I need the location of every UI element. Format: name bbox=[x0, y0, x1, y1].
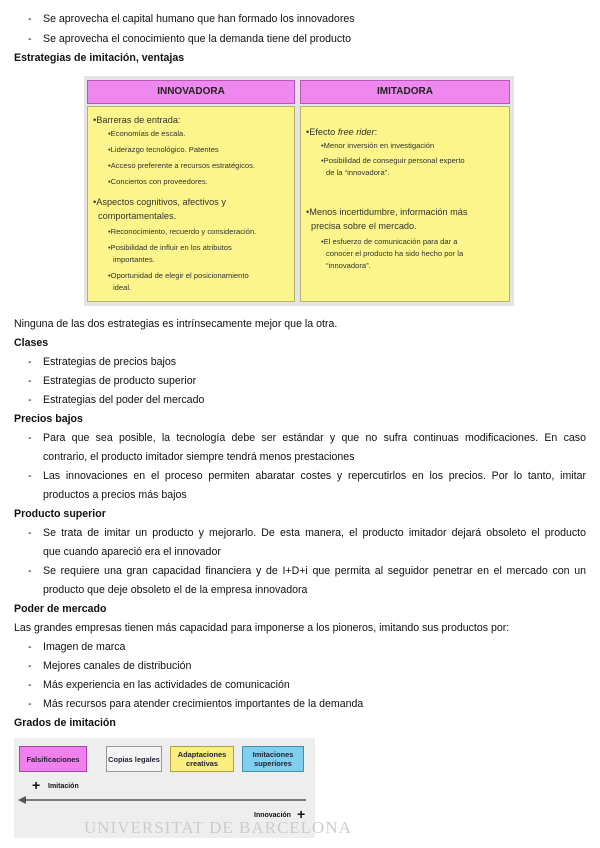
innovadora-subpoint-cont: ideal. bbox=[113, 283, 132, 292]
degree-box-copias: Copias legales bbox=[106, 746, 162, 772]
clases-item: Estrategias de precios bajos bbox=[43, 356, 177, 368]
innovadora-point-cont: comportamentales. bbox=[98, 211, 177, 221]
precios-bullet-line: contrario, el producto imitador siempre tendrá menos prestaciones bbox=[43, 451, 355, 463]
bullet-dash: - bbox=[28, 356, 32, 368]
intro-bullet-1: Se aprovecha el capital humano que han formado los innovadores bbox=[43, 13, 355, 25]
bullet-dash: - bbox=[28, 641, 32, 653]
producto-bullet-line: producto que deje obsoleto el de la empresa innovadora bbox=[43, 584, 308, 596]
bullet-dash: - bbox=[28, 13, 32, 25]
imitation-axis-arrow bbox=[14, 738, 315, 838]
imitadora-body bbox=[300, 106, 510, 302]
heading-poder: Poder de mercado bbox=[14, 603, 107, 615]
innovadora-subpoint: •Economías de escala. bbox=[108, 129, 186, 138]
innovadora-point: •Aspectos cognitivos, afectivos y bbox=[93, 197, 226, 207]
degree-box-falsificaciones: Falsificaciones bbox=[19, 746, 87, 772]
innovadora-subpoint: •Acceso preferente a recursos estratégicos. bbox=[108, 161, 256, 170]
bullet-dash: - bbox=[28, 698, 32, 710]
degree-box-adaptaciones: Adaptaciones creativas bbox=[170, 746, 234, 772]
heading-precios: Precios bajos bbox=[14, 413, 83, 425]
imitadora-subpoint-cont: de la “innovadora”. bbox=[326, 168, 390, 177]
poder-item: Más recursos para atender crecimientos importantes de la demanda bbox=[43, 698, 364, 710]
poder-intro: Las grandes empresas tienen más capacidad para imponerse a los pioneros, imitando sus productos por: bbox=[14, 622, 510, 634]
imitadora-point: •Efecto free rider: bbox=[306, 127, 378, 137]
innovacion-plus-icon: + bbox=[297, 806, 306, 822]
innovadora-header: INNOVADORA bbox=[87, 80, 295, 104]
imitadora-point: •Menos incertidumbre, información más bbox=[306, 207, 468, 217]
innovadora-subpoint: •Liderazgo tecnológico. Patentes bbox=[108, 145, 219, 154]
precios-bullet-line: Para que sea posible, la tecnología debe ser estándar y que no sufra continuas modificaciones. En caso bbox=[43, 432, 586, 444]
innovadora-body bbox=[87, 106, 295, 302]
poder-item: Imagen de marca bbox=[43, 641, 126, 653]
innovadora-subpoint: •Posibilidad de influir en los atributos bbox=[108, 243, 232, 252]
bullet-dash: - bbox=[28, 394, 32, 406]
heading-strategies: Estrategias de imitación, ventajas bbox=[14, 52, 185, 64]
no-better-line: Ninguna de las dos estrategias es intrínsecamente mejor que la otra. bbox=[14, 318, 338, 330]
imitadora-subpoint-cont: “innovadora”. bbox=[326, 261, 371, 270]
innovadora-point: •Barreras de entrada: bbox=[93, 115, 181, 125]
imitadora-header: IMITADORA bbox=[300, 80, 510, 104]
heading-clases: Clases bbox=[14, 337, 49, 349]
degree-box-imitaciones: Imitaciones superiores bbox=[242, 746, 304, 772]
bullet-dash: - bbox=[28, 679, 32, 691]
intro-bullet-2: Se aprovecha el conocimiento que la demanda tiene del producto bbox=[43, 33, 352, 45]
imitation-degrees-figure bbox=[14, 738, 352, 838]
heading-producto: Producto superior bbox=[14, 508, 106, 520]
bullet-dash: - bbox=[28, 33, 32, 45]
producto-bullet-line: que cuando apareció era el innovador bbox=[43, 546, 221, 558]
innovadora-subpoint: •Oportunidad de elegir el posicionamiento bbox=[108, 271, 249, 280]
innovadora-subpoint: •Conciertos con proveedores. bbox=[108, 177, 208, 186]
imitadora-point-cont: precisa sobre el mercado. bbox=[311, 221, 417, 231]
poder-item: Mejores canales de distribución bbox=[43, 660, 192, 672]
bullet-dash: - bbox=[28, 375, 32, 387]
bullet-dash: - bbox=[28, 660, 32, 672]
imitadora-subpoint-cont: conocer el producto ha sido hecho por la bbox=[326, 249, 464, 258]
bullet-dash: - bbox=[28, 565, 32, 577]
imitacion-plus-icon: + bbox=[32, 777, 41, 793]
clases-item: Estrategias del poder del mercado bbox=[43, 394, 205, 406]
producto-bullet-line: Se requiere una gran capacidad financiera y de I+D+i que permita al seguidor penetrar en el mercado con un bbox=[43, 565, 586, 577]
innovadora-subpoint: •Reconocimiento, recuerdo y consideración. bbox=[108, 227, 257, 236]
innovacion-label: Innovación bbox=[254, 812, 291, 819]
imitadora-subpoint: •Posibilidad de conseguir personal experto bbox=[321, 156, 465, 165]
bullet-dash: - bbox=[28, 527, 32, 539]
heading-grados: Grados de imitación bbox=[14, 717, 116, 729]
producto-bullet-line: Se trata de imitar un producto y mejorarlo. De esta manera, el producto imitador dejará obsoleto el producto bbox=[43, 527, 586, 539]
precios-bullet-line: Las innovaciones en el proceso permiten abaratar costes y repercutirlos en los precios. Por lo tanto, imitar bbox=[43, 470, 586, 482]
bullet-dash: - bbox=[28, 432, 32, 444]
precios-bullet-line: productos a precios más bajos bbox=[43, 489, 187, 501]
imitacion-label: Imitación bbox=[48, 783, 79, 790]
imitadora-subpoint: •Menor inversión en investigación bbox=[321, 141, 435, 150]
innovadora-subpoint-cont: importantes. bbox=[113, 255, 155, 264]
imitadora-subpoint: •El esfuerzo de comunicación para dar a bbox=[321, 237, 458, 246]
poder-item: Más experiencia en las actividades de comunicación bbox=[43, 679, 290, 691]
watermark-text: UNIVERSITAT DE BARCELONA bbox=[84, 818, 352, 837]
bullet-dash: - bbox=[28, 470, 32, 482]
clases-item: Estrategias de producto superior bbox=[43, 375, 197, 387]
strategy-comparison-figure bbox=[84, 76, 514, 306]
